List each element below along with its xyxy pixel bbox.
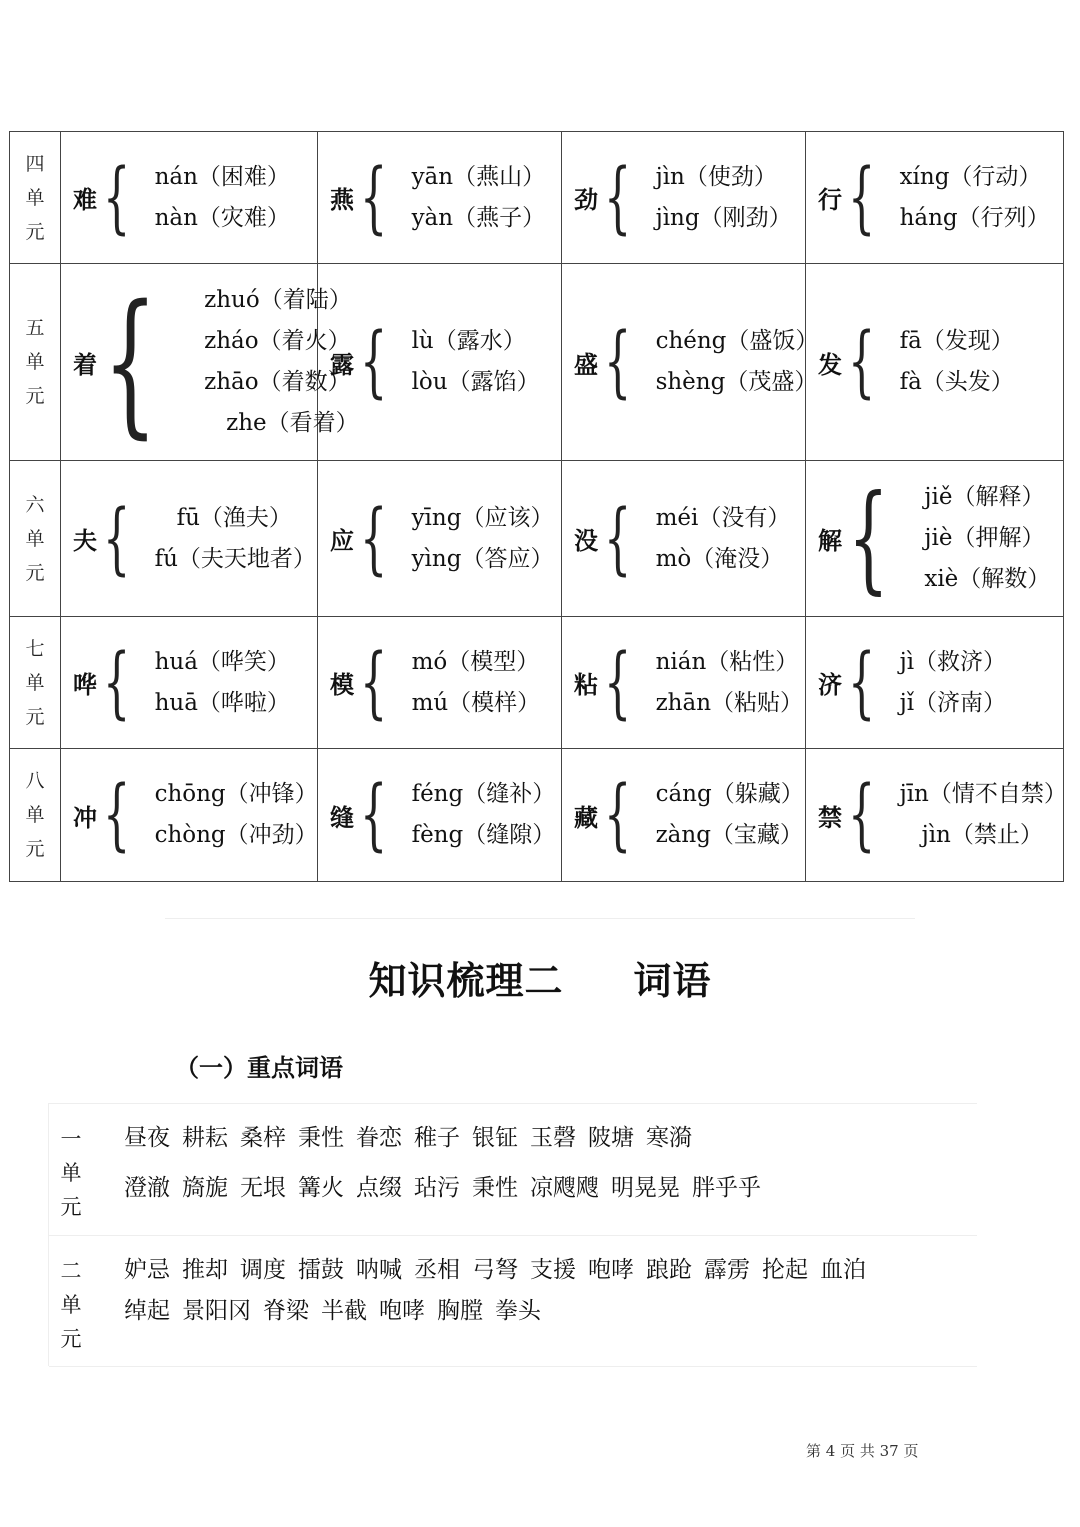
word: 咆哮 bbox=[379, 1298, 425, 1324]
word: 眷恋 bbox=[356, 1125, 402, 1151]
reading: chōng（冲锋） bbox=[154, 781, 318, 807]
section-title-main: 知识梳理二 bbox=[368, 959, 564, 1003]
reading: nán（困难） bbox=[154, 163, 290, 190]
section-title bbox=[0, 950, 1080, 1005]
brace-icon: { bbox=[360, 493, 388, 584]
brace-icon: { bbox=[103, 637, 131, 728]
reading: zàng（宝藏） bbox=[655, 822, 803, 848]
word: 拳头 bbox=[495, 1298, 541, 1324]
unit-label bbox=[10, 132, 61, 264]
section-title-sub: 词语 bbox=[633, 959, 712, 1003]
unit-label-char: 一 bbox=[60, 1127, 82, 1151]
brace-icon: { bbox=[604, 770, 632, 860]
word-line bbox=[124, 1168, 773, 1209]
polyphone-char: 冲 bbox=[73, 802, 97, 832]
word: 昼夜 bbox=[124, 1125, 170, 1151]
reading: chòng（冲劲） bbox=[154, 822, 318, 848]
word: 绰起 bbox=[124, 1298, 170, 1324]
page-footer: 第 4 页 共 37 页 bbox=[806, 1442, 919, 1460]
word: 银钲 bbox=[472, 1125, 518, 1151]
unit-label-char: 元 bbox=[60, 1195, 82, 1219]
polyphone-cell bbox=[806, 749, 1067, 882]
reading: jīn（情不自禁） bbox=[899, 781, 1067, 807]
reading: yān（燕山） bbox=[411, 163, 546, 190]
word: 脊梁 bbox=[263, 1298, 309, 1324]
unit-label-char: 单 bbox=[25, 804, 45, 826]
polyphone-row bbox=[10, 132, 1064, 264]
unit-label-char: 元 bbox=[25, 385, 45, 407]
word: 点缀 bbox=[356, 1175, 402, 1201]
reading: fú（夫天地者） bbox=[154, 545, 316, 572]
reading: lòu（露馅） bbox=[411, 369, 540, 395]
polyphone-cell bbox=[806, 617, 1064, 749]
reading: fèng（缝隙） bbox=[411, 822, 556, 848]
reading: zhe（看着） bbox=[226, 410, 359, 436]
unit-label-char: 单 bbox=[25, 527, 45, 550]
polyphone-cell bbox=[562, 264, 819, 461]
reading: zhuó（着陆） bbox=[204, 287, 352, 313]
word: 支援 bbox=[530, 1257, 576, 1283]
polyphone-cell bbox=[562, 132, 806, 264]
polyphone-table bbox=[9, 131, 1067, 882]
polyphone-cell bbox=[562, 461, 806, 617]
polyphone-cell bbox=[61, 617, 318, 749]
reading: xíng（行动） bbox=[899, 163, 1042, 190]
brace-icon: { bbox=[848, 637, 876, 728]
words-row bbox=[49, 1236, 977, 1367]
word: 无垠 bbox=[240, 1175, 286, 1201]
unit-label-char: 六 bbox=[25, 493, 45, 516]
brace-icon: { bbox=[604, 317, 632, 407]
unit-label bbox=[10, 461, 61, 617]
reading: zhān（粘贴） bbox=[655, 689, 804, 716]
brace-icon: { bbox=[103, 271, 158, 453]
polyphone-row bbox=[10, 617, 1064, 749]
word: 陂塘 bbox=[588, 1125, 634, 1151]
word: 桑梓 bbox=[240, 1125, 286, 1151]
reading: yīng（应该） bbox=[411, 504, 554, 531]
polyphone-char: 济 bbox=[818, 670, 842, 699]
word: 玷污 bbox=[414, 1175, 460, 1201]
polyphone-char: 燕 bbox=[330, 185, 354, 214]
brace-icon: { bbox=[103, 770, 131, 860]
reading: féng（缝补） bbox=[411, 781, 556, 807]
reading: cáng（躲藏） bbox=[655, 781, 804, 807]
polyphone-cell bbox=[61, 264, 359, 461]
brace-icon: { bbox=[103, 152, 131, 243]
word: 景阳冈 bbox=[182, 1298, 251, 1324]
polyphone-char: 粘 bbox=[574, 670, 598, 699]
polyphone-cell bbox=[61, 461, 318, 617]
word: 稚子 bbox=[414, 1125, 460, 1151]
reading: jì（救济） bbox=[899, 648, 1007, 675]
polyphone-cell bbox=[61, 132, 318, 264]
polyphone-char: 应 bbox=[330, 526, 354, 555]
reading: jiè（押解） bbox=[924, 525, 1045, 551]
polyphone-char: 哗 bbox=[73, 670, 97, 699]
reading: yìng（答应） bbox=[411, 545, 554, 572]
polyphone-row bbox=[10, 264, 1064, 461]
word: 秉性 bbox=[472, 1175, 518, 1201]
word: 咆哮 bbox=[588, 1257, 634, 1283]
word: 耕耘 bbox=[182, 1125, 228, 1151]
unit-label-char: 单 bbox=[60, 1293, 82, 1317]
subsection-title: （一）重点词语 bbox=[175, 1054, 343, 1082]
polyphone-cell bbox=[318, 132, 562, 264]
word-line bbox=[124, 1291, 878, 1332]
polyphone-char: 夫 bbox=[73, 526, 97, 555]
unit-label bbox=[10, 749, 61, 882]
word: 秉性 bbox=[298, 1125, 344, 1151]
word-line bbox=[124, 1118, 773, 1159]
word: 擂鼓 bbox=[298, 1257, 344, 1283]
words-row bbox=[49, 1104, 977, 1236]
word: 霹雳 bbox=[704, 1257, 750, 1283]
polyphone-char: 着 bbox=[73, 349, 97, 379]
reading: jìn（禁止） bbox=[921, 822, 1043, 848]
unit-label bbox=[10, 617, 61, 749]
polyphone-cell bbox=[562, 749, 806, 882]
word: 寒漪 bbox=[646, 1125, 692, 1151]
polyphone-cell bbox=[318, 749, 562, 882]
polyphone-row bbox=[10, 461, 1064, 617]
reading: nián（粘性） bbox=[655, 648, 799, 675]
reading: xiè（解数） bbox=[924, 566, 1051, 592]
word: 踉跄 bbox=[646, 1257, 692, 1283]
unit-label-char: 七 bbox=[25, 637, 45, 660]
reading: shèng（茂盛） bbox=[655, 369, 818, 395]
word-line bbox=[124, 1250, 878, 1291]
brace-icon: { bbox=[360, 770, 388, 860]
reading: jìng（刚劲） bbox=[655, 204, 792, 231]
brace-icon: { bbox=[848, 317, 876, 407]
reading: yàn（燕子） bbox=[411, 204, 546, 231]
brace-icon: { bbox=[360, 152, 388, 243]
word: 明晃晃 bbox=[611, 1175, 680, 1201]
reading: mú（模样） bbox=[411, 689, 541, 716]
brace-icon: { bbox=[848, 770, 876, 860]
reading: zháo（着火） bbox=[204, 328, 351, 354]
polyphone-char: 没 bbox=[574, 526, 598, 555]
brace-icon: { bbox=[604, 637, 632, 728]
reading: fà（头发） bbox=[899, 369, 1014, 395]
polyphone-cell bbox=[562, 617, 806, 749]
unit-label-char: 元 bbox=[60, 1327, 82, 1351]
unit-label bbox=[10, 264, 61, 461]
polyphone-cell bbox=[806, 264, 1064, 461]
brace-icon: { bbox=[360, 317, 388, 407]
reading: fū（渔夫） bbox=[176, 504, 292, 531]
polyphone-cell bbox=[806, 461, 1064, 617]
unit-label-char: 单 bbox=[25, 671, 45, 694]
unit-label-char: 单 bbox=[60, 1161, 82, 1185]
unit-label-char: 单 bbox=[25, 351, 45, 373]
unit-label-char: 二 bbox=[60, 1259, 82, 1283]
word: 旖旎 bbox=[182, 1175, 228, 1201]
unit-label-char: 元 bbox=[25, 220, 45, 243]
word: 半截 bbox=[321, 1298, 367, 1324]
brace-icon: { bbox=[360, 637, 388, 728]
unit-label-char: 元 bbox=[25, 838, 45, 860]
polyphone-cell bbox=[318, 461, 562, 617]
word: 妒忌 bbox=[124, 1257, 170, 1283]
reading: huā（哗啦） bbox=[154, 689, 290, 716]
polyphone-char: 解 bbox=[818, 526, 842, 555]
section-divider bbox=[165, 918, 915, 919]
polyphone-char: 发 bbox=[818, 349, 842, 379]
word: 抡起 bbox=[762, 1257, 808, 1283]
reading: fā（发现） bbox=[899, 328, 1014, 354]
brace-icon: { bbox=[604, 152, 632, 243]
polyphone-cell bbox=[806, 132, 1064, 264]
reading: jiě（解释） bbox=[924, 484, 1045, 510]
brace-icon: { bbox=[103, 493, 131, 584]
word: 血泊 bbox=[820, 1257, 866, 1283]
polyphone-char: 难 bbox=[73, 185, 97, 214]
polyphone-char: 缝 bbox=[330, 802, 354, 832]
polyphone-char: 劲 bbox=[574, 185, 598, 214]
word: 凉飕飕 bbox=[530, 1175, 599, 1201]
word: 胸膛 bbox=[437, 1298, 483, 1324]
word: 玉磬 bbox=[530, 1125, 576, 1151]
unit-label bbox=[59, 1122, 83, 1224]
unit-label-char: 元 bbox=[25, 705, 45, 728]
unit-label-char: 五 bbox=[25, 317, 45, 339]
unit-label-char: 八 bbox=[25, 770, 45, 792]
word: 调度 bbox=[240, 1257, 286, 1283]
unit-label-char: 元 bbox=[25, 561, 45, 584]
word: 篝火 bbox=[298, 1175, 344, 1201]
reading: mò（淹没） bbox=[655, 545, 784, 572]
polyphone-char: 露 bbox=[330, 349, 354, 379]
reading: nàn（灾难） bbox=[154, 204, 290, 231]
word: 胖乎乎 bbox=[692, 1175, 761, 1201]
polyphone-char: 藏 bbox=[574, 802, 598, 832]
polyphone-cell bbox=[318, 617, 562, 749]
word: 推却 bbox=[182, 1257, 228, 1283]
reading: jǐ（济南） bbox=[899, 689, 1007, 716]
reading: mó（模型） bbox=[411, 648, 540, 675]
brace-icon: { bbox=[604, 493, 632, 584]
brace-icon: { bbox=[848, 152, 876, 243]
unit-label bbox=[59, 1254, 83, 1356]
reading: méi（没有） bbox=[655, 504, 791, 531]
polyphone-char: 模 bbox=[330, 670, 354, 699]
key-words-table bbox=[48, 1103, 977, 1366]
reading: chéng（盛饭） bbox=[655, 328, 819, 354]
word: 弓弩 bbox=[472, 1257, 518, 1283]
word: 丞相 bbox=[414, 1257, 460, 1283]
reading: háng（行列） bbox=[899, 204, 1050, 231]
polyphone-row bbox=[10, 749, 1064, 882]
reading: jìn（使劲） bbox=[655, 163, 777, 190]
unit-label-char: 单 bbox=[25, 186, 45, 209]
polyphone-char: 行 bbox=[818, 185, 842, 214]
polyphone-char: 盛 bbox=[574, 349, 598, 379]
polyphone-char: 禁 bbox=[818, 802, 842, 832]
word: 澄澈 bbox=[124, 1175, 170, 1201]
reading: huá（哗笑） bbox=[154, 648, 290, 675]
unit-label-char: 四 bbox=[25, 152, 45, 175]
reading: lù（露水） bbox=[411, 328, 526, 354]
word: 呐喊 bbox=[356, 1257, 402, 1283]
polyphone-cell bbox=[61, 749, 318, 882]
brace-icon: { bbox=[848, 470, 889, 606]
reading: zhāo（着数） bbox=[204, 369, 351, 395]
